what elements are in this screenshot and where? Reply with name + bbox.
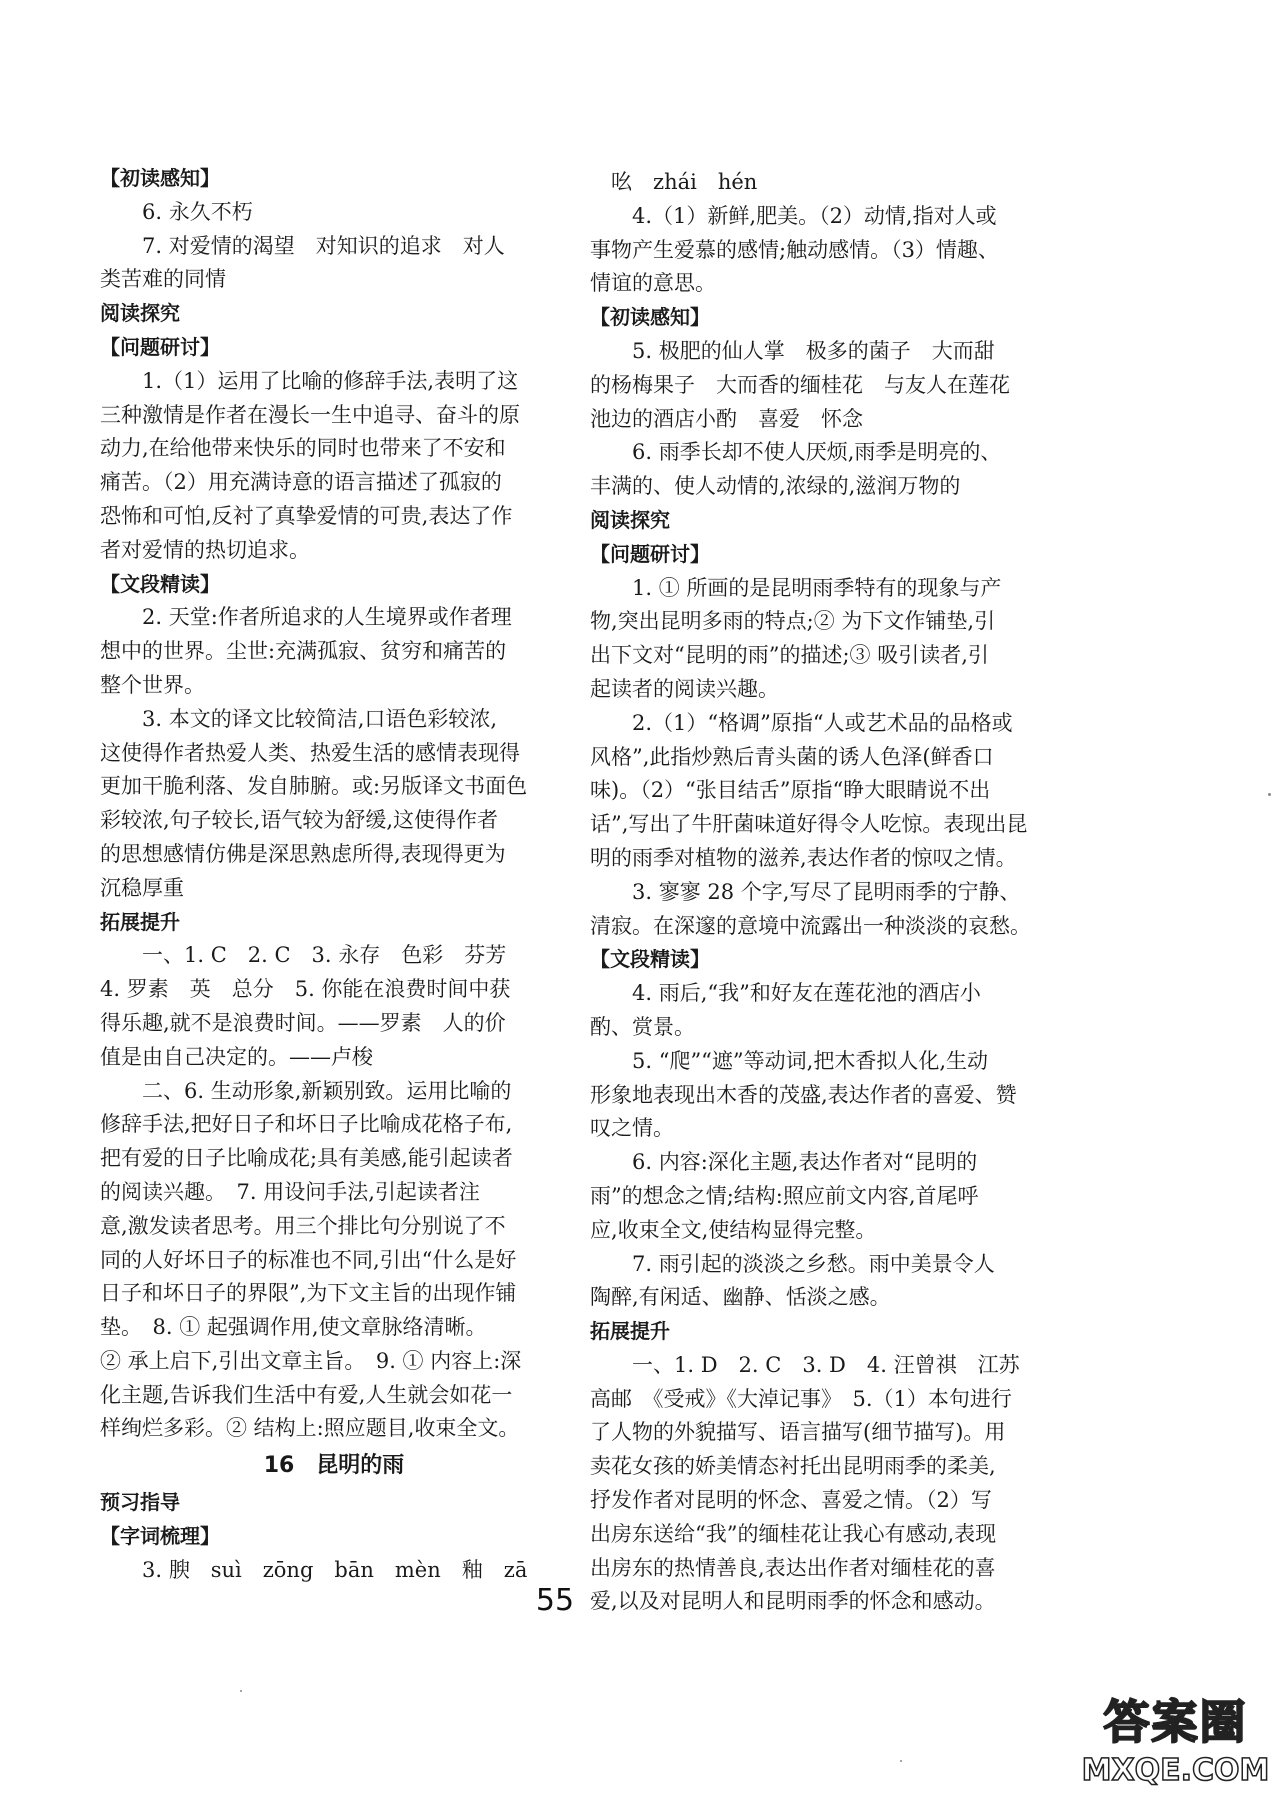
left-section-label: 【文段精读】: [100, 571, 220, 596]
left-text-line: 3. 腴 suì zōng bān mèn 釉 zā: [142, 1557, 528, 1582]
left-column: [100, 162, 568, 1588]
right-text-line: 了人物的外貌描写、语言描写(细节描写)。用: [590, 1420, 1006, 1445]
scan-speck: [240, 1690, 242, 1692]
left-text-line: 的阅读兴趣。 7. 用设问手法,引起读者注: [100, 1179, 480, 1204]
left-text-line: 6. 永久不朽: [142, 199, 253, 224]
right-section-label: 【文段精读】: [590, 947, 710, 972]
left-text-line: 痛苦。（2）用充满诗意的语言描述了孤寂的: [100, 470, 502, 495]
watermark-bottom-text: MXQE.COM: [1081, 1753, 1270, 1788]
left-section-label: 【字词梳理】: [100, 1524, 220, 1549]
right-text-line: 出房东送给“我”的缅桂花让我心有感动,表现: [590, 1521, 997, 1546]
left-text-line: 动力,在给他带来快乐的同时也带来了不安和: [100, 436, 506, 461]
right-text-line: 出房东的热情善良,表达出作者对缅桂花的喜: [590, 1555, 996, 1580]
left-text-line: 一、1. C 2. C 3. 永存 色彩 芬芳: [142, 943, 507, 968]
right-text-line: 爱,以及对昆明人和昆明雨季的怀念和感动。: [590, 1589, 996, 1614]
left-text-line: 恐怖和可怕,反衬了真挚爱情的可贵,表达了作: [100, 503, 513, 528]
right-text-line: 清寂。在深邃的意境中流露出一种淡淡的哀愁。: [590, 913, 1031, 938]
left-text-line: 想中的世界。尘世:充满孤寂、贫穷和痛苦的: [100, 639, 507, 664]
right-text-line: 风格”,此指炒熟后青头菌的诱人色泽(鲜香口: [590, 744, 994, 769]
left-text-line: 7. 对爱情的渴望 对知识的追求 对人: [142, 233, 505, 258]
right-text-line: 陶醉,有闲适、幽静、恬淡之感。: [590, 1285, 891, 1310]
watermark-top-text: 答案圈: [1103, 1695, 1248, 1749]
right-text-line: 话”,写出了牛肝菌味道好得令人吃惊。表现出昆: [590, 812, 1028, 837]
right-text-line: 情谊的意思。: [590, 271, 716, 296]
right-text-line: 雨”的想念之情;结构:照应前文内容,首尾呼: [590, 1183, 979, 1208]
right-text-line: 的杨梅果子 大而香的缅桂花 与友人在莲花: [590, 372, 1010, 397]
right-section-heading: 阅读探究: [590, 507, 670, 532]
right-text-line: 5. “爬”“遮”等动词,把木香拟人化,生动: [632, 1048, 989, 1073]
right-text-line: 4. 雨后,“我”和好友在莲花池的酒店小: [632, 981, 981, 1006]
right-section-label: 【问题研讨】: [590, 541, 710, 566]
scan-speck: [1268, 793, 1271, 796]
right-text-line: 卖花女孩的娇美情态衬托出昆明雨季的柔美,: [590, 1454, 996, 1479]
right-text-line: 事物产生爱慕的感情;触动感情。（3）情趣、: [590, 237, 999, 262]
right-text-line: 5. 极肥的仙人掌 极多的菌子 大而甜: [632, 338, 995, 363]
right-column: [590, 166, 1058, 1619]
right-text-line: 吆 zhái hén: [590, 170, 758, 194]
left-text-line: 意,激发读者思考。用三个排比句分别说了不: [100, 1213, 506, 1238]
left-text-line: ② 承上启下,引出文章主旨。 9. ① 内容上:深: [100, 1348, 522, 1373]
right-text-line: 6. 雨季长却不使人厌烦,雨季是明亮的、: [632, 440, 1002, 465]
left-text-line: 的思想感情仿佛是深思熟虑所得,表现得更为: [100, 841, 506, 866]
right-text-line: 丰满的、使人动情的,浓绿的,滋润万物的: [590, 474, 961, 499]
left-text-line: 得乐趣,就不是浪费时间。——罗素 人的价: [100, 1010, 506, 1035]
left-text-line: 三种激情是作者在漫长一生中追寻、奋斗的原: [100, 402, 520, 427]
left-text-line: 把有爱的日子比喻成花;具有美感,能引起读者: [100, 1146, 513, 1171]
watermark-logo: [1078, 1692, 1273, 1792]
right-text-line: 叹之情。: [590, 1116, 674, 1141]
left-text-line: 沉稳厚重: [100, 875, 184, 900]
right-text-line: 池边的酒店小酌 喜爱 怀念: [590, 406, 863, 431]
left-text-line: 同的人好坏日子的标准也不同,引出“什么是好: [100, 1247, 517, 1272]
right-text-line: 物,突出昆明多雨的特点;② 为下文作铺垫,引: [590, 609, 996, 634]
left-text-line: 者对爱情的热切追求。: [100, 537, 310, 562]
right-text-line: 1. ① 所画的是昆明雨季特有的现象与产: [632, 575, 1002, 600]
left-text-line: 日子和坏日子的界限”,为下文主旨的出现作铺: [100, 1281, 517, 1306]
left-text-line: 值是由自己决定的。——卢梭: [100, 1044, 373, 1069]
page-number: 55: [535, 1583, 575, 1618]
left-text-line: 1.（1）运用了比喻的修辞手法,表明了这: [142, 368, 519, 393]
right-text-line: 酌、赏景。: [590, 1014, 695, 1039]
right-text-line: 抒发作者对昆明的怀念、喜爱之情。（2）写: [590, 1488, 992, 1513]
right-text-line: 高邮 《受戒》《大淖记事》 5.（1）本句进行: [590, 1386, 1012, 1411]
left-text-line: 4. 罗素 英 总分 5. 你能在浪费时间中获: [100, 977, 511, 1002]
left-section-label: 【问题研讨】: [100, 334, 220, 359]
left-text-line: 整个世界。: [100, 672, 205, 697]
left-text-line: 类苦难的同情: [100, 267, 226, 292]
left-section-heading: 阅读探究: [100, 301, 180, 326]
right-text-line: 3. 寥寥 28 个字,写尽了昆明雨季的宁静、: [632, 879, 1021, 904]
left-text-line: 二、6. 生动形象,新颖别致。运用比喻的: [142, 1078, 512, 1103]
scan-speck: [900, 1760, 902, 1762]
left-text-line: 更加干脆利落、发自肺腑。或:另版译文书面色: [100, 774, 528, 799]
left-text-line: 3. 本文的译文比较简洁,口语色彩较浓,: [142, 706, 498, 731]
right-section-label: 【初读感知】: [590, 305, 710, 330]
left-text-line: 修辞手法,把好日子和坏日子比喻成花格子布,: [100, 1112, 513, 1137]
left-section-heading: 预习指导: [100, 1490, 180, 1515]
right-text-line: 明的雨季对植物的滋养,表达作者的惊叹之情。: [590, 845, 1017, 870]
right-text-line: 6. 内容:深化主题,表达作者对“昆明的: [632, 1150, 978, 1175]
right-text-line: 味)。（2）“张目结舌”原指“睁大眼睛说不出: [590, 778, 991, 803]
left-text-line: 垫。 8. ① 起强调作用,使文章脉络清晰。: [100, 1315, 487, 1340]
left-section-label: 【初读感知】: [100, 166, 220, 190]
left-text-line: 2. 天堂:作者所追求的人生境界或作者理: [142, 605, 512, 630]
left-section-heading: 拓展提升: [100, 909, 180, 934]
right-text-line: 一、1. D 2. C 3. D 4. 汪曾祺 江苏: [632, 1352, 1020, 1377]
right-section-heading: 拓展提升: [590, 1319, 670, 1344]
left-text-line: 这使得作者热爱人类、热爱生活的感情表现得: [100, 740, 520, 765]
right-text-line: 形象地表现出木香的茂盛,表达作者的喜爱、赞: [590, 1082, 1017, 1107]
right-text-line: 起读者的阅读兴趣。: [590, 676, 779, 701]
right-text-line: 出下文对“昆明的雨”的描述;③ 吸引读者,引: [590, 643, 989, 668]
left-text-line: 化主题,告诉我们生活中有爱,人生就会如花一: [100, 1382, 513, 1407]
lesson-title: 16 昆明的雨: [263, 1453, 405, 1479]
right-text-line: 7. 雨引起的淡淡之乡愁。雨中美景令人: [632, 1251, 995, 1276]
left-text-line: 彩较浓,句子较长,语气较为舒缓,这使得作者: [100, 808, 499, 833]
right-text-line: 2.（1）“格调”原指“人或艺术品的品格或: [632, 710, 1013, 735]
right-text-line: 应,收束全文,使结构显得完整。: [590, 1217, 877, 1242]
left-text-line: 样绚烂多彩。② 结构上:照应题目,收束全文。: [100, 1416, 520, 1441]
right-text-line: 4.（1）新鲜,肥美。（2）动情,指对人或: [632, 203, 997, 228]
